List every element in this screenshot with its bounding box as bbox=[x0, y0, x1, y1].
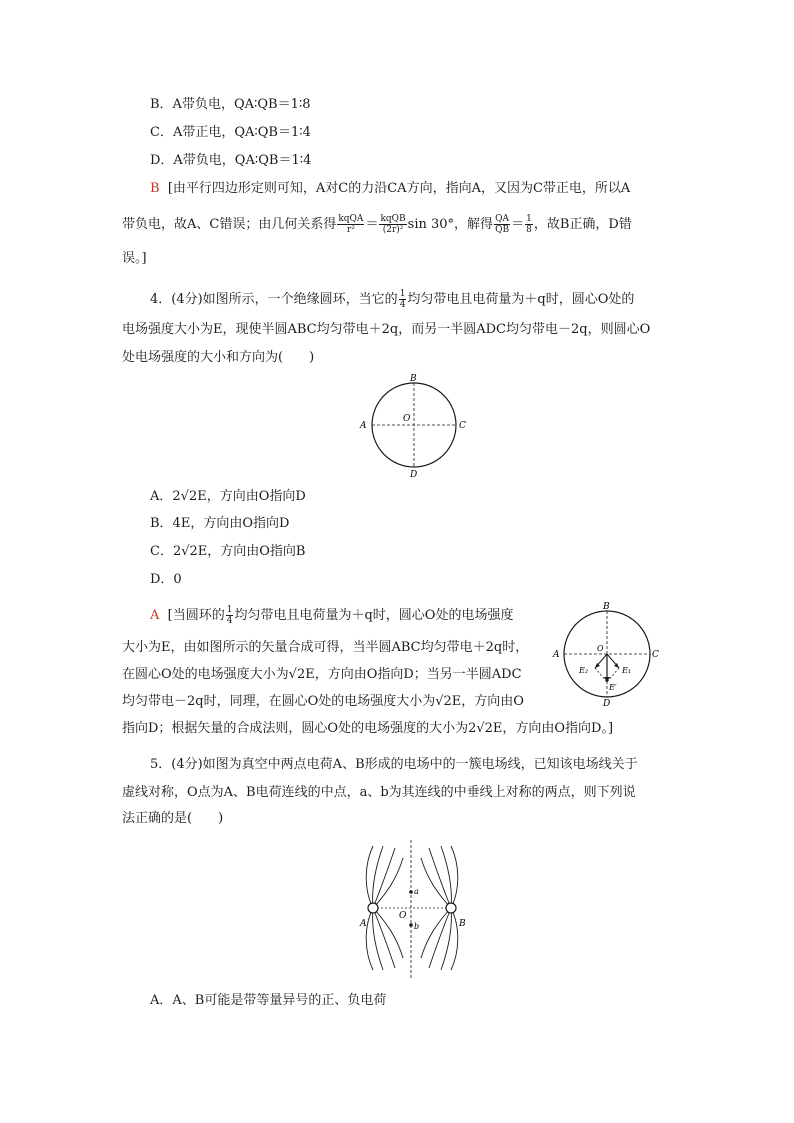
q3-exp-text2a: 带负电，故A、C错误；由几何关系得 bbox=[122, 217, 337, 232]
q3-option-b: B．A带负电，QA∶QB＝1∶8 bbox=[150, 97, 311, 112]
q5-stem-line3: 法正确的是( ) bbox=[122, 811, 224, 826]
q3-fraction-4: $\frac{1}{8}$ bbox=[526, 214, 532, 235]
q4-stem-line3: 处电场强度的大小和方向为( ) bbox=[122, 350, 315, 365]
q3-answer-letter: B bbox=[150, 181, 160, 196]
q4-exp-text1b: 均匀带电且电荷量为＋q时，圆心O处的电场强度 bbox=[234, 608, 514, 623]
q4-exp-fraction: $\frac{1}{4}$ bbox=[226, 605, 233, 626]
q4-fig2-label-d: D bbox=[603, 699, 611, 708]
q4-explanation-line5: 指向D；根据矢量的合成法则，圆心O处的电场强度的大小为2√2E，方向由O指向D。] bbox=[122, 721, 614, 736]
q5-stem-line2: 虚线对称，O点为A、B电荷连线的中点，a、b为其连线的中垂线上对称的两点，则下列说 bbox=[122, 785, 636, 800]
q4-label-c: C bbox=[459, 421, 466, 431]
q4-label-d: D bbox=[410, 470, 418, 480]
q5-stem-line1: 5．(4分)如图为真空中两点电荷A、B形成的电场中的一簇电场线，已知该电场线关于 bbox=[150, 757, 638, 772]
q3-fraction-3: $\frac{QA}{QB}$ bbox=[495, 214, 510, 235]
q4-fig2-label-a: A bbox=[553, 650, 560, 660]
q4-explanation-line4: 均匀带电－2q时，同理，在圆心O处的电场强度大小为√2E，方向由O bbox=[122, 694, 524, 709]
q5-label-a-charge: A bbox=[360, 919, 367, 929]
q5-label-b-point: b bbox=[414, 922, 420, 931]
q4-option-d: D．0 bbox=[150, 572, 182, 587]
q4-explanation-line2: 大小为E，由如图所示的矢量合成可得，当半圆ABC均匀带电＋2q时， bbox=[122, 640, 529, 655]
q4-exp-text1a: [当圆环的 bbox=[167, 608, 225, 623]
q4-stem-line1 bbox=[150, 288, 634, 312]
q3-explanation-line1 bbox=[150, 180, 630, 198]
q4-fig2-label-e2: E₂ bbox=[579, 666, 589, 675]
q5-label-o: O bbox=[399, 911, 407, 921]
q4-label-o: O bbox=[403, 414, 411, 424]
q3-explanation-line2: 带负电，故A、C错误；由几何关系得 $\frac{\text{kqQA}}{\text{r²}}$ ＝ $\frac{\text{kqQB}}{\text{(2r)²}}$ sin 30°，解得 $\frac{QA}{QB}$ ＝ $\frac{1}{8}$ ，故B正确，D错 bbox=[122, 214, 632, 235]
q3-fraction-2: $\frac{\text{kqQB}}{\text{(2r)²}}$ bbox=[380, 214, 406, 235]
q4-circle-figure bbox=[355, 372, 470, 482]
q4-label-a: A bbox=[360, 421, 367, 431]
q4-fig2-label-c: C bbox=[652, 650, 659, 660]
q3-exp-text2b: sin 30°，解得 bbox=[407, 217, 494, 232]
q3-explanation-line3: 误。] bbox=[122, 251, 147, 266]
q4-stem-text1a: 4．(4分)如图所示，一个绝缘圆环，当它的 bbox=[150, 292, 398, 307]
q3-option-c: C．A带正电，QA∶QB＝1∶4 bbox=[150, 125, 311, 140]
q4-option-b: B．4E，方向由O指向D bbox=[150, 516, 290, 531]
q4-answer-letter: A bbox=[150, 608, 160, 623]
q4-stem-text1b: 均匀带电且电荷量为＋q时，圆心O处的 bbox=[407, 292, 635, 307]
q4-fig2-label-e1: E₁ bbox=[622, 666, 632, 675]
q4-explanation-line3: 在圆心O处的电场强度大小为√2E，方向由O指向D；当另一半圆ADC bbox=[122, 667, 522, 682]
q3-fraction-1: $\frac{\text{kqQA}}{\text{r²}}$ bbox=[338, 214, 364, 235]
q4-fig2-label-o: O bbox=[597, 644, 604, 653]
q3-option-d: D．A带负电，QA∶QB＝1∶4 bbox=[150, 153, 312, 168]
q3-exp-text2c: ，故B正确，D错 bbox=[533, 217, 632, 232]
q4-option-c: C．2√2E，方向由O指向B bbox=[150, 544, 306, 559]
q3-exp-text1: [由平行四边形定则可知，A对C的力沿CA方向，指向A，又因为C带正电，所以A bbox=[167, 181, 631, 196]
q5-label-a-point: a bbox=[414, 887, 419, 896]
q5-field-lines-figure bbox=[355, 838, 470, 980]
q4-fig2-label-b: B bbox=[603, 602, 610, 612]
q5-option-a: A．A、B可能是带等量异号的正、负电荷 bbox=[150, 993, 387, 1008]
q4-stem-line2: 电场强度大小为E，现使半圆ABC均匀带电＋2q，而另一半圆ADC均匀带电－2q，则圆心O bbox=[122, 322, 651, 337]
q4-vector-figure bbox=[551, 596, 671, 708]
q4-stem-fraction: $\frac{1}{4}$ bbox=[399, 289, 406, 310]
q4-explanation-line1 bbox=[150, 604, 513, 628]
q5-label-b-charge: B bbox=[459, 919, 466, 929]
q4-label-b: B bbox=[410, 374, 417, 384]
q4-fig2-label-e3: E′ bbox=[609, 683, 617, 692]
q4-option-a: A．2√2E，方向由O指向D bbox=[150, 489, 306, 504]
